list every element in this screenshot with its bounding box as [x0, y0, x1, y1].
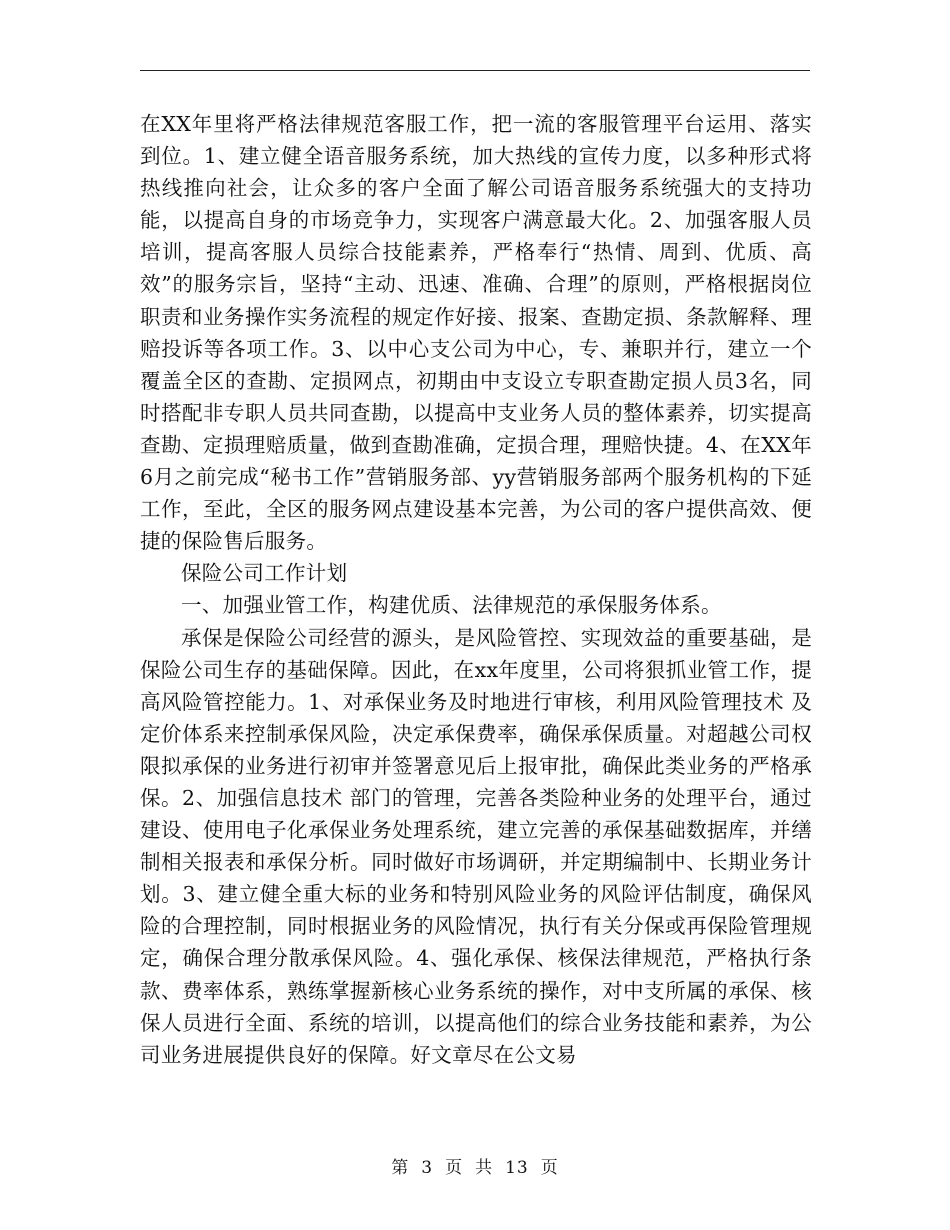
footer-prefix: 第 — [391, 1158, 410, 1178]
document-body — [140, 108, 812, 1071]
footer-total-pages: 13 — [505, 1158, 529, 1178]
header-rule — [140, 70, 810, 71]
section-heading: 一、加强业管工作，构建优质、法律规范的承保服务体系。 — [181, 593, 722, 618]
page-footer — [0, 1153, 950, 1178]
section-title: 保险公司工作计划 — [181, 561, 348, 586]
paragraph-intro: 在XX年里将严格法律规范客服工作，把一流的客服管理平台运用、落实到位。1、建立健全语音服务系统，加大热线的宣传力度，以多种形式将热线推向社会，让众多的客户全面了解公司语音服务系统强大的支持功能，以提高自身的市场竞争力，实现客户满意最大化。2、加强客服人员培训，提高客服人员综合技能素养，严格奉行“热情、周到、优质、高效”的服务宗旨，坚持“主动、迅速、准确、合理”的原则，严格根据岗位职责和业务操作实务流程的规定作好接、报案、查勘定损、条款解释、理赔投诉等各项工作。3、以中心支公司为中心，专、兼职并行，建立一个覆盖全区的查勘、定损网点，初期由中支设立专职查勘定损人员3名，同时搭配非专职人员共同查勘，以提高中支业务人员的整体素养，切实提高查勘、定损理赔质量，做到查勘准确，定损合理，理赔快捷。4、在XX年6月之前完成“秘书工作”营销服务部、yy营销服务部两个服务机构的下延工作，至此，全区的服务网点建设基本完善，为公司的客户提供高效、便捷的保险售后服务。 — [140, 112, 812, 554]
footer-middle: 页 — [445, 1158, 464, 1178]
footer-total-label: 共 — [475, 1158, 494, 1178]
footer-suffix: 页 — [540, 1158, 559, 1178]
paragraph-underwriting: 承保是保险公司经营的源头，是风险管控、实现效益的重要基础，是保险公司生存的基础保障。因此，在xx年度里，公司将狠抓业管工作，提高风险管控能力。1、对承保业务及时地进行审核，利用风险管理技术 及定价体系来控制承保风险，决定承保费率，确保承保质量。对超越公司权限拟承保的业务进行初审并签署意见后上报审批，确保此类业务的严格承保。2、加强信息技术 部门的管理，完善各类险种业务的处理平台，通过建设、使用电子化承保业务处理系统，建立完善的承保基础数据库，并缮制相关报表和承保分析。同时做好市场调研，并定期编制中、长期业务计划。3、建立健全重大标的业务和特别风险业务的风险评估制度，确保风险的合理控制，同时根据业务的风险情况，执行有关分保或再保险管理规定，确保合理分散承保风险。4、强化承保、核保法律规范，严格执行条款、费率体系，熟练掌握新核心业务系统的操作，对中支所属的承保、核保人员进行全面、系统的培训，以提高他们的综合业务技能和素养，为公司业务进展提供良好的保障。好文章尽在公文易 — [140, 625, 812, 1067]
footer-page-number: 3 — [421, 1158, 434, 1178]
